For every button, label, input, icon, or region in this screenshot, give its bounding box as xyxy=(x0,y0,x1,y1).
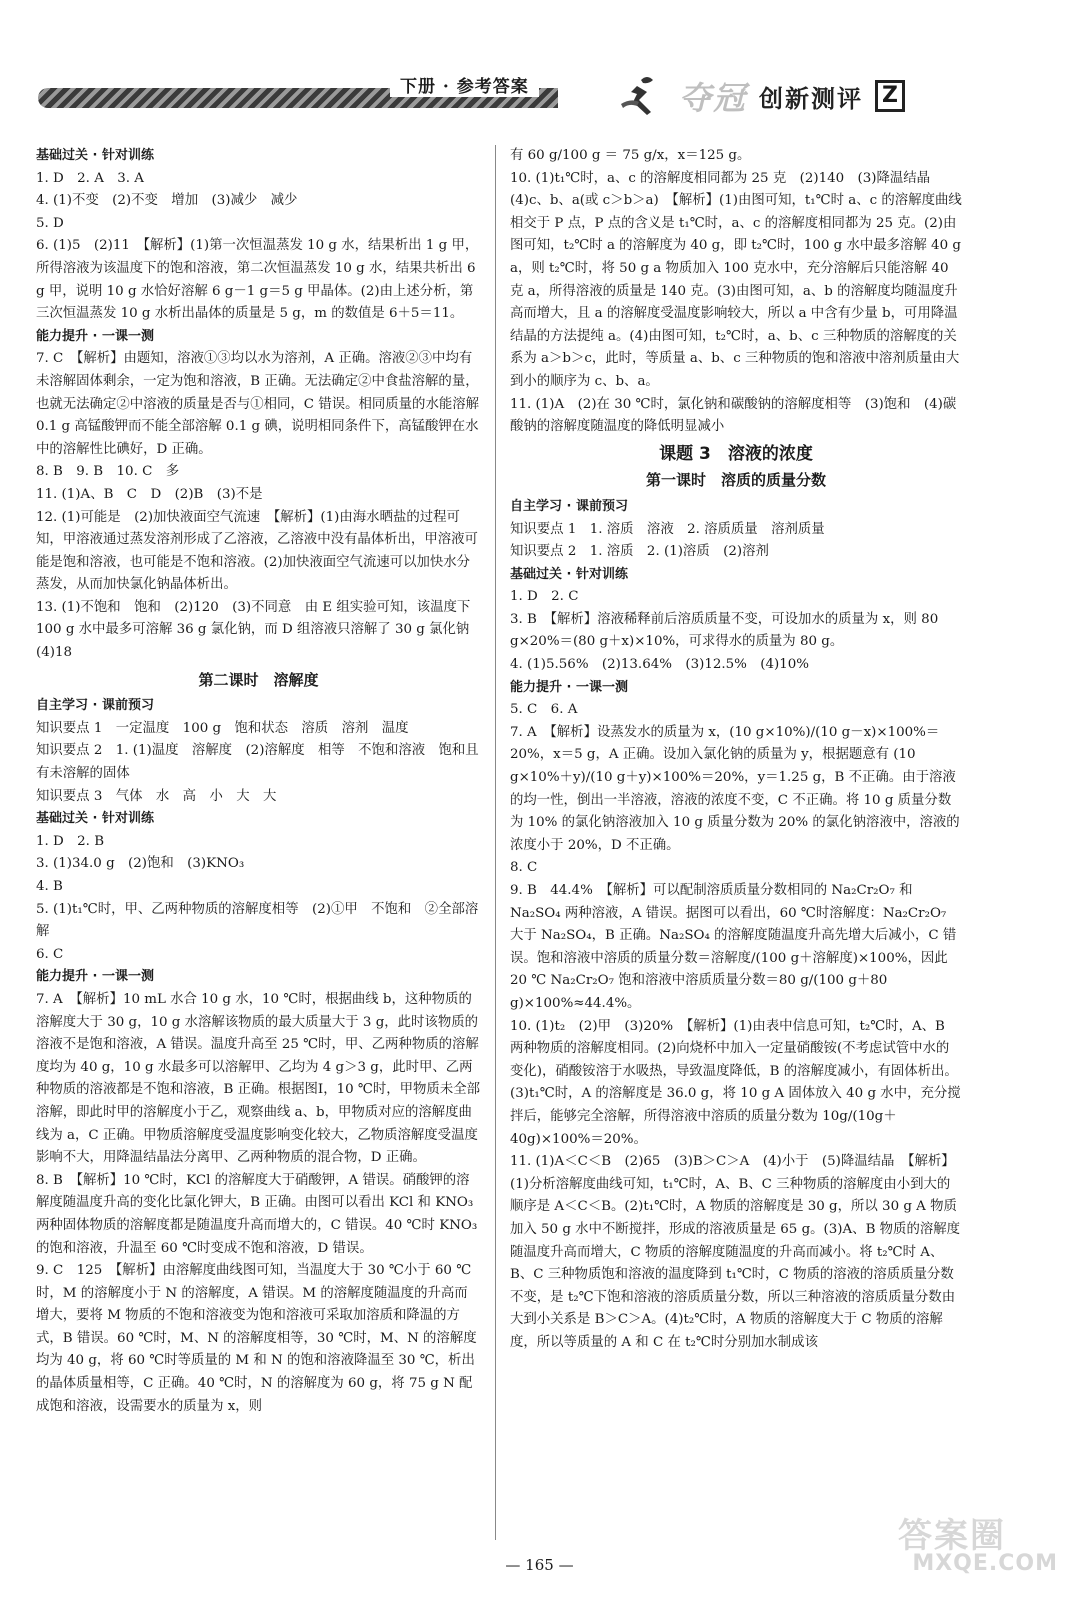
answer-item: 知识要点 2 1. (1)温度 溶解度 (2)溶解度 相等 不饱和溶液 饱和且有未溶解的固体 xyxy=(36,743,479,782)
answer-item: 4. (1)不变 (2)不变 增加 (3)减少 减少 xyxy=(36,193,298,209)
runner-logo-icon xyxy=(615,74,667,118)
answer-item: 1. D 2. C xyxy=(510,589,579,605)
answer-item: 3. B 【解析】溶液稀释前后溶质质量不变，可设加水的质量为 x，则 80 g×20%＝(80 g＋x)×10%，可求得水的质量为 80 g。 xyxy=(510,611,939,650)
answer-item: 4. (1)5.56% (2)13.64% (3)12.5% (4)10% xyxy=(510,657,809,673)
right-column xyxy=(510,145,962,1354)
answer-item: 有 60 g/100 g ＝ 75 g/x，x＝125 g。 xyxy=(510,148,751,163)
answer-item: 5. C 6. A xyxy=(510,702,578,718)
answer-item: 11. (1)A、B C D (2)B (3)不是 xyxy=(36,486,263,502)
answer-item: 5. (1)t₁℃时，甲、乙两种物质的溶解度相等 (2)①甲 不饱和 ②全部溶解 xyxy=(36,901,479,940)
answer-item: 10. (1)t₁℃时，a、c 的溶解度相同都为 25 克 (2)140 (3)降温结晶 (4)c、b、a(或 c＞b＞a) 【解析】(1)由图可知，t₁℃时 a、c 的溶解度曲线相交于 P 点，P 点的含义是 t₁℃时，a、c 的溶解度相同都为 25 克。(2)由图可知，t₂℃时 a 的溶解度为 40 g，即 t₂℃时，100 g 水中最多溶解 40 g a，则 t₂℃时，将 50 g a 物质加入 100 克水中，充分溶解后只能溶解 40 克 a，所得溶液的质量是 140 克。(3)由图可知，a、b 的溶解度均随温度升高而增大，且 a 的溶解度受温度影响较大，所以 a 中含有少量 b，可用降温结晶的方法提纯 a。(4)由图可知，t₂℃时，a、b、c 三种物质的溶解度的关系为 a＞b＞c，此时，等质量 a、b、c 三种物质的饱和溶液中溶剂质量由大到小的顺序为 c、b、a。 xyxy=(510,170,962,389)
left-column xyxy=(36,145,481,1418)
section-heading: 基础过关 · 针对训练 xyxy=(36,148,154,163)
lesson-heading: 第一课时 溶质的质量分数 xyxy=(645,471,826,490)
topic-heading: 课题 3 溶液的浓度 xyxy=(659,443,813,464)
page-header xyxy=(30,70,1050,130)
answer-item: 知识要点 1 1. 溶质 溶液 2. 溶质质量 溶剂质量 xyxy=(510,521,825,537)
answer-item: 6. C xyxy=(36,946,64,962)
answer-item: 12. (1)可能是 (2)加快液面空气流速 【解析】(1)由海水晒盐的过程可知，甲溶液通过蒸发溶剂形成了乙溶液，乙溶液中没有晶体析出，甲溶液可能是饱和溶液，也可能是不饱和溶液。(2)加快液面空气流速可以加快水分蒸发，从而加快氯化钠晶体析出。 xyxy=(36,509,478,593)
page-number: — 165 — xyxy=(505,1556,574,1574)
section-heading: 自主学习 · 课前预习 xyxy=(36,698,154,714)
watermark-text: 答案圈 xyxy=(898,1516,1006,1556)
answer-item: 13. (1)不饱和 饱和 (2)120 (3)不同意 由 E 组实验可知，该温度下 100 g 水中最多可溶解 36 g 氯化钠，而 D 组溶液只溶解了 30 g 氯化钠 (4)18 xyxy=(36,599,483,661)
answer-item: 9. B 44.4% 【解析】可以配制溶质质量分数相同的 Na₂Cr₂O₇ 和 Na₂SO₄ 两种溶液，A 错误。据图可以看出，60 ℃时溶解度：Na₂Cr₂O₇ 大于 Na₂SO₄，B 正确。Na₂SO₄ 的溶解度随温度升高先增大后减小，C 错误。饱和溶液中溶质的质量分数＝溶解度/(100 g＋溶解度)×100%，因此 20 ℃ Na₂Cr₂O₇ 饱和溶液中溶质质量分数＝80 g/(100 g＋80 g)×100%≈44.4%。 xyxy=(510,883,957,1011)
section-heading: 自主学习 · 课前预习 xyxy=(510,498,628,514)
answer-item: 8. B 9. B 10. C 多 xyxy=(36,464,180,480)
section-heading: 基础过关 · 针对训练 xyxy=(510,566,628,582)
lesson-heading: 第二课时 溶解度 xyxy=(198,670,319,689)
answer-item: 1. D 2. A 3. A xyxy=(36,170,144,186)
answer-item: 7. A 【解析】10 mL 水合 10 g 水，10 ℃时，根据曲线 b，这种物质的溶解度大于 30 g，10 g 水溶解该物质的最大质量大于 3 g，此时该物质的溶液不是饱和溶液，A 错误。温度升高至 25 ℃时，甲、乙两种物质的溶解度均为 40 g，10 g 水最多可以溶解甲、乙均为 4 g＞3 g，此时甲、乙两种物质的溶液都是不饱和溶液，B 正确。根据图Ⅰ，10 ℃时，甲物质未全部溶解，即此时甲的溶解度小于乙，观察曲线 a、b，甲物质对应的溶解度曲线为 a，C 正确。甲物质溶解度受温度影响变化较大，乙物质溶解度受温度影响不大，用降温结晶法分离甲、乙两种物质的混合物，D 正确。 xyxy=(36,991,480,1166)
answer-item: 1. D 2. B xyxy=(36,833,105,849)
answer-item: 知识要点 2 1. 溶质 2. (1)溶质 (2)溶剂 xyxy=(510,544,769,560)
answer-item: 9. C 125 【解析】由溶解度曲线图可知，当温度大于 30 ℃小于 60 ℃时，M 的溶解度小于 N 的溶解度，A 错误。M 的溶解度随温度的升高而增大，要将 M 物质的不饱和溶液变为饱和溶液可采取加溶质和降温的方式，B 错误。60 ℃时，M、N 的溶解度相等，30 ℃时，M、N 的溶解度均为 40 g，将 60 ℃时等质量的 M 和 N 的饱和溶液降温至 30 ℃，析出的晶体质量相等，C 正确。40 ℃时，N 的溶解度为 60 g，将 75 g N 配成饱和溶液，设需要水的质量为 x，则 xyxy=(36,1263,477,1414)
answer-item: 知识要点 3 气体 水 高 小 大 大 xyxy=(36,788,277,804)
brand-mark: Z xyxy=(875,80,905,112)
brand-subtitle: 创新测评 xyxy=(759,83,864,113)
brand-block xyxy=(615,74,1045,118)
header-title: 下册 · 参考答案 xyxy=(390,72,539,97)
section-heading: 能力提升 · 一课一测 xyxy=(36,969,154,985)
answer-item: 5. D xyxy=(36,215,64,231)
column-divider xyxy=(495,145,496,1540)
answer-item: 7. A 【解析】设蒸发水的质量为 x，(10 g×10%)/(10 g－x)×100%＝20%，x＝5 g，A 正确。设加入氯化钠的质量为 y，根据题意有 (10 g×10%＋y)/(10 g＋y)×100%＝20%，y＝1.25 g，B 不正确。由于溶液的均一性，倒出一半溶液，溶液的浓度不变，C 不正确。将 10 g 质量分数为 10% 的氯化钠溶液加入 10 g 质量分数为 20% 的氯化钠溶液中，溶液的浓度小于 20%，D 不正确。 xyxy=(510,724,960,853)
answer-item: 11. (1)A＜C＜B (2)65 (3)B＞C＞A (4)小于 (5)降温结晶 【解析】(1)分析溶解度曲线可知，t₁℃时，A、B、C 三种物质的溶解度由小到大的顺序是 A＜C＜B。(2)t₁℃时，A 物质的溶解度是 30 g，所以 30 g A 物质加入 50 g 水中不断搅拌，形成的溶液质量是 65 g。(3)A、B 物质的溶解度随温度升高而增大，C 物质的溶解度随温度的升高而减小。将 t₂℃时 A、B、C 三种物质饱和溶液的温度降到 t₁℃时，C 物质的溶液的溶质质量分数不变，是 t₂℃下饱和溶液的溶质质量分数，所以三种溶液的溶质质量分数由大到小关系是 B＞C＞A。(4)t₂℃时，A 物质的溶解度大于 C 物质的溶解度，所以等质量的 A 和 C 在 t₂℃时分别加水制成该 xyxy=(510,1154,961,1350)
answer-item: 11. (1)A (2)在 30 ℃时，氯化钠和碳酸钠的溶解度相等 (3)饱和 (4)碳酸钠的溶解度随温度的降低明显减小 xyxy=(510,396,957,435)
section-heading: 基础过关 · 针对训练 xyxy=(36,811,154,827)
answer-item: 7. C 【解析】由题知，溶液①③均以水为溶剂，A 正确。溶液②③中均有未溶解固体剩余，一定为饱和溶液，B 正确。无法确定②中食盐溶解的量，也就无法确定②中溶液的质量是否与①相同，C 错误。相同质量的水能溶解 0.1 g 高锰酸钾而不能全部溶解 0.1 g 碘，说明相同条件下，高锰酸钾在水中的溶解性比碘好，D 正确。 xyxy=(36,351,479,457)
watermark-url: MXQE.COM xyxy=(912,1551,1058,1576)
answer-item: 4. B xyxy=(36,879,63,894)
watermark-logo xyxy=(898,1508,1058,1578)
answer-item: 6. (1)5 (2)11 【解析】(1)第一次恒温蒸发 10 g 水，结果析出 1 g 甲，所得溶液为该温度下的饱和溶液，第二次恒温蒸发 10 g 水，结果共析出 6 g 甲，说明 10 g 水恰好溶解 6 g－1 g＝5 g 甲晶体。(2)由上述分析，第三次恒温蒸发 10 g 水析出晶体的质量是 5 g，m 的数值是 6＋5＝11。 xyxy=(36,238,479,322)
answer-item: 8. C xyxy=(510,860,538,876)
answer-item: 10. (1)t₂ (2)甲 (3)20% 【解析】(1)由表中信息可知，t₂℃时，A、B 两种物质的溶解度相同。(2)向烧杯中加入一定量硝酸铵(不考虑试管中水的变化)，硝酸铵溶于水吸热，导致温度降低，B 的溶解度减小，有固体析出。(3)t₁℃时，A 的溶解度是 36.0 g，将 10 g A 固体放入 40 g 水中，充分搅拌后，能够完全溶解，所得溶液中溶质的质量分数为 10g/(10g＋40g)×100%＝20%。 xyxy=(510,1018,961,1147)
answer-item: 8. B 【解析】10 ℃时，KCl 的溶解度大于硝酸钾，A 错误。硝酸钾的溶解度随温度升高的变化比氯化钾大，B 正确。由图可以看出 KCl 和 KNO₃ 两种固体物质的溶解度都是随温度升高而增大的，C 错误。40 ℃时 KNO₃ 的饱和溶液，升温至 60 ℃时变成不饱和溶液，D 错误。 xyxy=(36,1172,478,1256)
answer-item: 知识要点 1 一定温度 100 g 饱和状态 溶质 溶剂 温度 xyxy=(36,720,409,736)
section-heading: 能力提升 · 一课一测 xyxy=(36,328,154,344)
section-heading: 能力提升 · 一课一测 xyxy=(510,679,628,695)
brand-name: 夺冠 xyxy=(679,79,748,117)
answer-item: 3. (1)34.0 g (2)饱和 (3)KNO₃ xyxy=(36,856,245,872)
